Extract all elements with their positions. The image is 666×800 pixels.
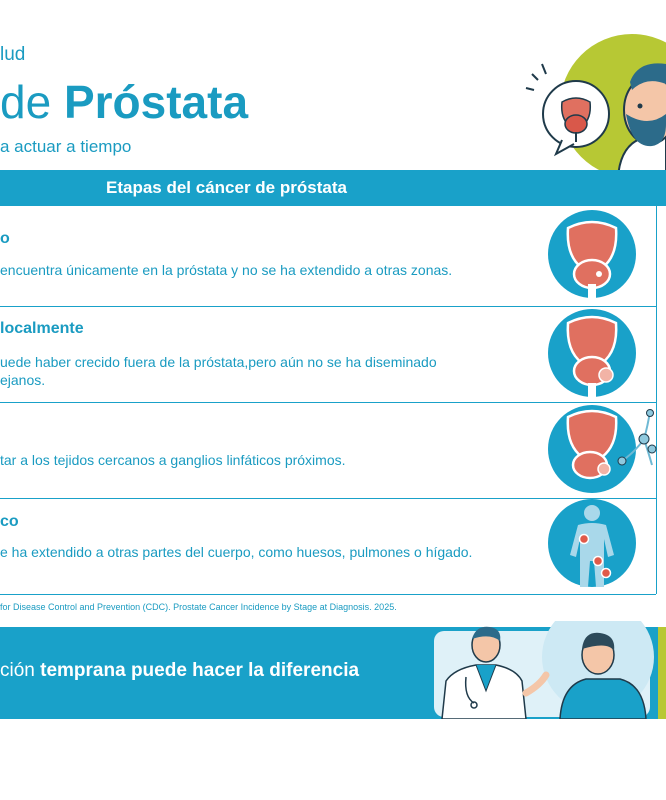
stage-description: tar a los tejidos cercanos a ganglios linfáticos próximos. (0, 452, 346, 468)
stages-table-header (0, 170, 666, 206)
body-metastasis-icon (548, 499, 636, 587)
stage-row-2 (0, 307, 666, 402)
stage-description: e ha extendido a otras partes del cuerpo, como huesos, pulmones o hígado. (0, 544, 473, 560)
title-bold: Próstata (63, 76, 249, 128)
stage-row-4 (0, 499, 666, 594)
prostate-localized-icon (548, 210, 636, 298)
bottom-banner (0, 627, 658, 719)
banner-accent-strip (658, 627, 666, 719)
stages-table-title: Etapas del cáncer de próstata (106, 178, 347, 197)
stage-description: encuentra únicamente en la próstata y no se ha extendido a otras zonas. (0, 262, 453, 278)
banner-text-bold: temprana puede hacer la diferencia (40, 660, 360, 681)
title-prefix: de (0, 76, 64, 128)
doctor-thinking-illustration (520, 28, 666, 178)
row-divider (0, 594, 656, 595)
stage-title: o (0, 230, 10, 247)
stage-title: localmente (0, 320, 84, 337)
stage-row-1 (0, 206, 666, 306)
page-title (0, 76, 248, 128)
doctor-patient-illustration (430, 621, 658, 719)
stage-row-3 (0, 403, 666, 498)
stage-description: uede haber crecido fuera de la próstata,pero aún no se ha diseminado ejanos. (0, 354, 437, 388)
prostate-locally-advanced-icon (548, 309, 636, 397)
page-subtitle: a actuar a tiempo (0, 137, 132, 156)
prostate-lymph-nodes-icon (548, 405, 660, 493)
stage-title: co (0, 513, 19, 530)
source-citation: for Disease Control and Prevention (CDC). Prostate Cancer Incidence by Stage at Diagnosis. 2025. (0, 602, 397, 612)
banner-text-regular: ción (0, 660, 41, 681)
banner-message (0, 660, 359, 682)
kicker-text: lud (0, 44, 26, 65)
